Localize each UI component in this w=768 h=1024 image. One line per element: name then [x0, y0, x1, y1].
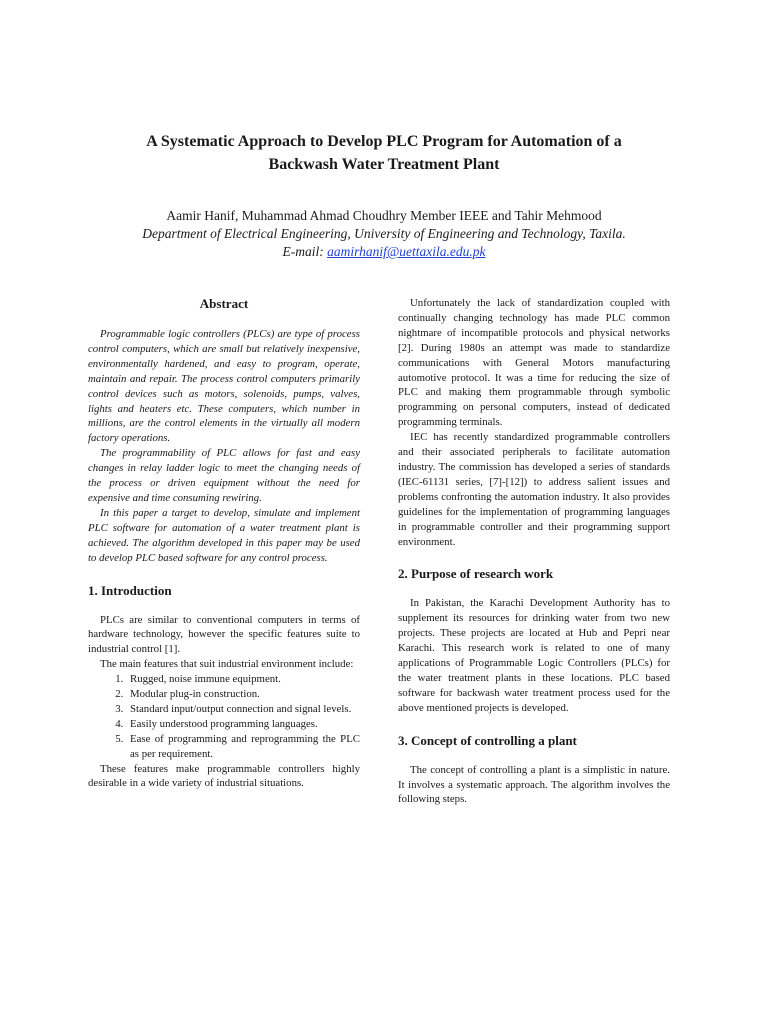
email-label: E-mail:: [282, 244, 324, 259]
email-link[interactable]: aamirhanif@uettaxila.edu.pk: [327, 244, 486, 259]
introduction-paragraph-3: These features make programmable controllers highly desirable in a wide variety of industrial situations.: [88, 762, 360, 790]
author-block: [40, 207, 728, 261]
right-column: [398, 296, 670, 807]
list-item: 1. Rugged, noise immune equipment.: [126, 672, 360, 687]
author-email-line: [40, 243, 728, 261]
author-names: Aamir Hanif, Muhammad Ahmad Choudhry Member IEEE and Tahir Mehmood: [166, 208, 602, 223]
list-item: 3. Standard input/output connection and signal levels.: [126, 702, 360, 717]
list-item: 5. Ease of programming and reprogramming the PLC as per requirement.: [126, 732, 360, 762]
paper-title: [60, 130, 708, 176]
list-item: 2. Modular plug-in construction.: [126, 687, 360, 702]
left-column: [88, 296, 360, 791]
author-department: Department of Electrical Engineering, University of Engineering and Technology, Taxila.: [142, 226, 626, 241]
concept-heading: 3. Concept of controlling a plant: [398, 732, 577, 748]
list-item: 4. Easily understood programming languages.: [126, 717, 360, 732]
title-line-1: A Systematic Approach to Develop PLC Program for Automation of a: [146, 133, 622, 150]
standardization-paragraph: Unfortunately the lack of standardization coupled with continually changing technology has made PLC common nightmare of incompatible protocols and physical networks [2]. During 1980s an attempt was made to standardize communications with General Motors manufacturing automotive protocol. It was a time for reducing the size of PLC and making them programmable through symbolic programming on personal computers, instead of dedicated programming terminals.: [398, 297, 670, 429]
abstract-heading: Abstract: [199, 296, 249, 311]
abstract-paragraph-1: Programmable logic controllers (PLCs) are type of process control computers, which are small but relatively inexpensive, environmentally hardened, and easy to program, operate, maintain and repair. The process control computers primarily control devices such as motors, solenoids, pumps, valves, lights and heaters etc. These computers, which number in millions, are the control elements in the virtually all modern factory operations.: [88, 328, 360, 445]
introduction-paragraph-2: The main features that suit industrial environment include:: [100, 658, 354, 671]
introduction-heading: 1. Introduction: [88, 582, 172, 598]
concept-paragraph: The concept of controlling a plant is a simplistic in nature. It involves a systematic approach. The algorithm involves the following steps.: [398, 763, 670, 806]
introduction-paragraph-1: PLCs are similar to conventional computers in terms of hardware technology, however the specific features suite to industrial control [1].: [88, 613, 360, 656]
abstract-paragraph-3: In this paper a target to develop, simulate and implement PLC software for automation of a water treatment plant is achieved. The algorithm developed in this paper may be used to develop PLC based software for any control process.: [88, 506, 360, 564]
title-line-2: Backwash Water Treatment Plant: [268, 156, 500, 173]
purpose-heading: 2. Purpose of research work: [398, 566, 554, 582]
abstract-paragraph-2: The programmability of PLC allows for fast and easy changes in relay ladder logic to meet the changing needs of the process or driven equipment without the need for expensive and time consuming rewiring.: [88, 447, 360, 504]
purpose-paragraph: In Pakistan, the Karachi Development Authority has to supplement its resources for drinking water from two new projects. These projects are located at Hub and Pepri near Karachi. This research work is related to one of many applications of Programmable Logic Controllers (PLCs) for the water treatment plants in these locations. PLC based software for backwash water treatment process used for the above mentioned projects is developed.: [398, 597, 670, 714]
iec-paragraph: IEC has recently standardized programmable controllers and their associated peripherals to facilitate automation industry. The commission has developed a series of standards (IEC-61131 series, [7]-[12]) to address salient issues and problems confronting the automation industry. It also provides guidelines for the implementation of programming languages in programmable controller and their programming support environment.: [398, 431, 670, 548]
feature-list: [88, 672, 360, 761]
